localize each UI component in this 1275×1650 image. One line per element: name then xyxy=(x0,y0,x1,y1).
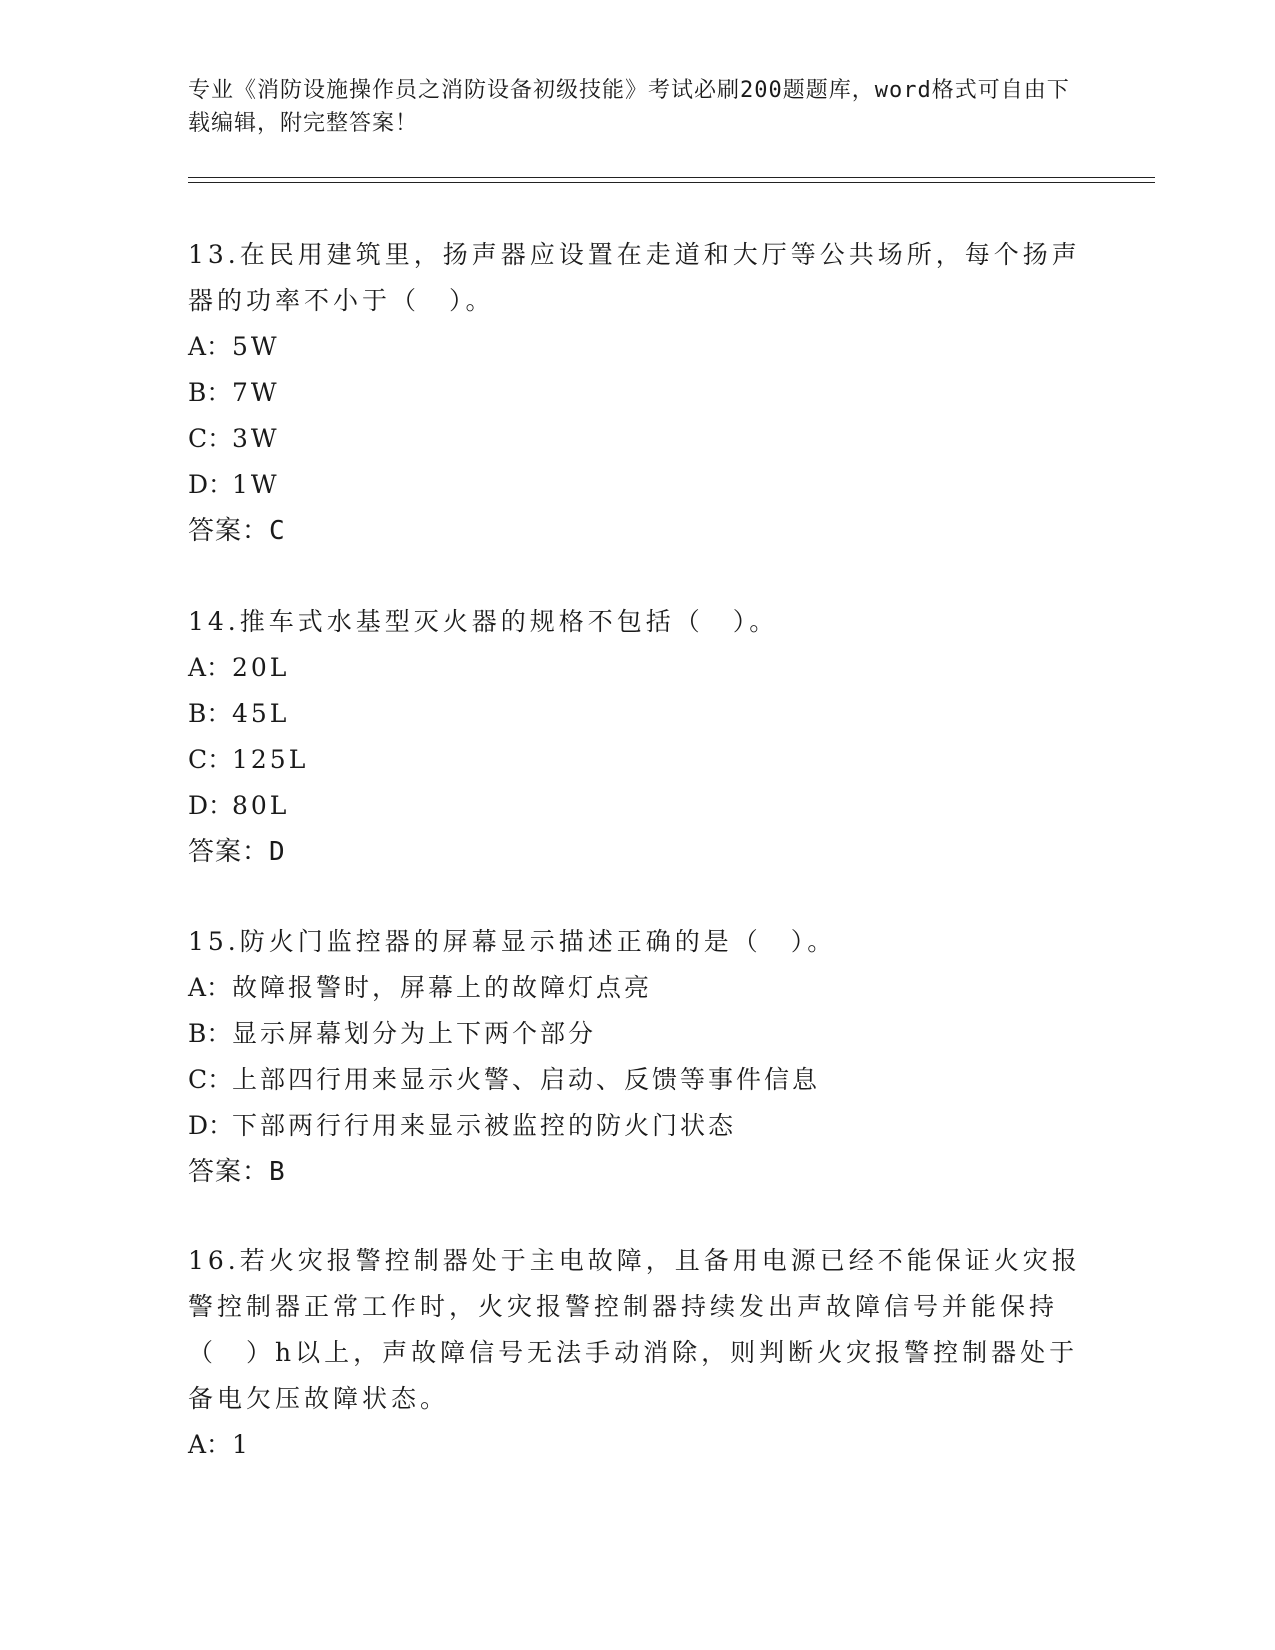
option-key: D： xyxy=(188,1111,234,1140)
option-a xyxy=(188,965,1088,1011)
option-key: A： xyxy=(188,973,232,1002)
option-c xyxy=(188,737,1088,783)
option-b xyxy=(188,691,1088,737)
option-key: C： xyxy=(188,745,233,774)
option-d xyxy=(188,462,1088,508)
option-text: 80L xyxy=(232,791,290,820)
question-14 xyxy=(188,599,1088,875)
option-text: 5W xyxy=(232,332,280,361)
option-key: C： xyxy=(188,424,233,453)
option-text: 7W xyxy=(232,378,280,407)
answer: 答案：D xyxy=(188,837,286,867)
question-stem: 16.若火灾报警控制器处于主电故障，且备用电源已经不能保证火灾报警控制器正常工作时，火灾报警控制器持续发出声故障信号并能保持（ ）h以上，声故障信号无法手动消除，则判断火灾报警控制器处于备电欠压故障状态。 xyxy=(188,1246,1081,1413)
option-d xyxy=(188,1103,1088,1149)
option-text: 125L xyxy=(232,745,309,774)
answer: 答案：C xyxy=(188,516,286,546)
option-text: 显示屏幕划分为上下两个部分 xyxy=(232,1019,597,1048)
option-key: B： xyxy=(188,378,232,407)
option-text: 20L xyxy=(232,653,290,682)
option-c xyxy=(188,1057,1088,1103)
option-a xyxy=(188,324,1088,370)
option-text: 3W xyxy=(232,424,280,453)
option-d xyxy=(188,783,1088,829)
option-key: A： xyxy=(188,653,232,682)
question-stem: 15.防火门监控器的屏幕显示描述正确的是（ ）。 xyxy=(188,927,837,956)
option-key: C： xyxy=(188,1065,233,1094)
option-text: 下部两行行用来显示被监控的防火门状态 xyxy=(232,1111,737,1140)
question-stem: 13.在民用建筑里，扬声器应设置在走道和大厅等公共场所，每个扬声器的功率不小于（ ）。 xyxy=(188,240,1081,315)
question-stem: 14.推车式水基型灭火器的规格不包括（ ）。 xyxy=(188,607,779,636)
option-key: A： xyxy=(188,332,232,361)
question-16 xyxy=(188,1238,1088,1468)
option-text: 45L xyxy=(232,699,290,728)
option-key: B： xyxy=(188,1019,232,1048)
option-b xyxy=(188,1011,1088,1057)
option-b xyxy=(188,370,1088,416)
option-key: A： xyxy=(188,1430,232,1459)
option-text: 1 xyxy=(232,1430,251,1459)
option-a xyxy=(188,645,1088,691)
option-key: B： xyxy=(188,699,232,728)
answer: 答案：B xyxy=(188,1157,286,1187)
option-key: D： xyxy=(188,470,234,499)
header-rule-top xyxy=(188,177,1155,178)
option-key: D： xyxy=(188,791,234,820)
question-13 xyxy=(188,232,1088,554)
option-text: 1W xyxy=(232,470,280,499)
document-header: 专业《消防设施操作员之消防设备初级技能》考试必刷200题题库，word格式可自由下载编辑，附完整答案！ xyxy=(188,78,1070,136)
option-c xyxy=(188,416,1088,462)
question-15 xyxy=(188,919,1088,1195)
option-text: 上部四行用来显示火警、启动、反馈等事件信息 xyxy=(232,1065,821,1094)
option-a xyxy=(188,1422,1088,1468)
header-rule-bottom xyxy=(188,182,1155,183)
option-text: 故障报警时，屏幕上的故障灯点亮 xyxy=(232,973,653,1002)
